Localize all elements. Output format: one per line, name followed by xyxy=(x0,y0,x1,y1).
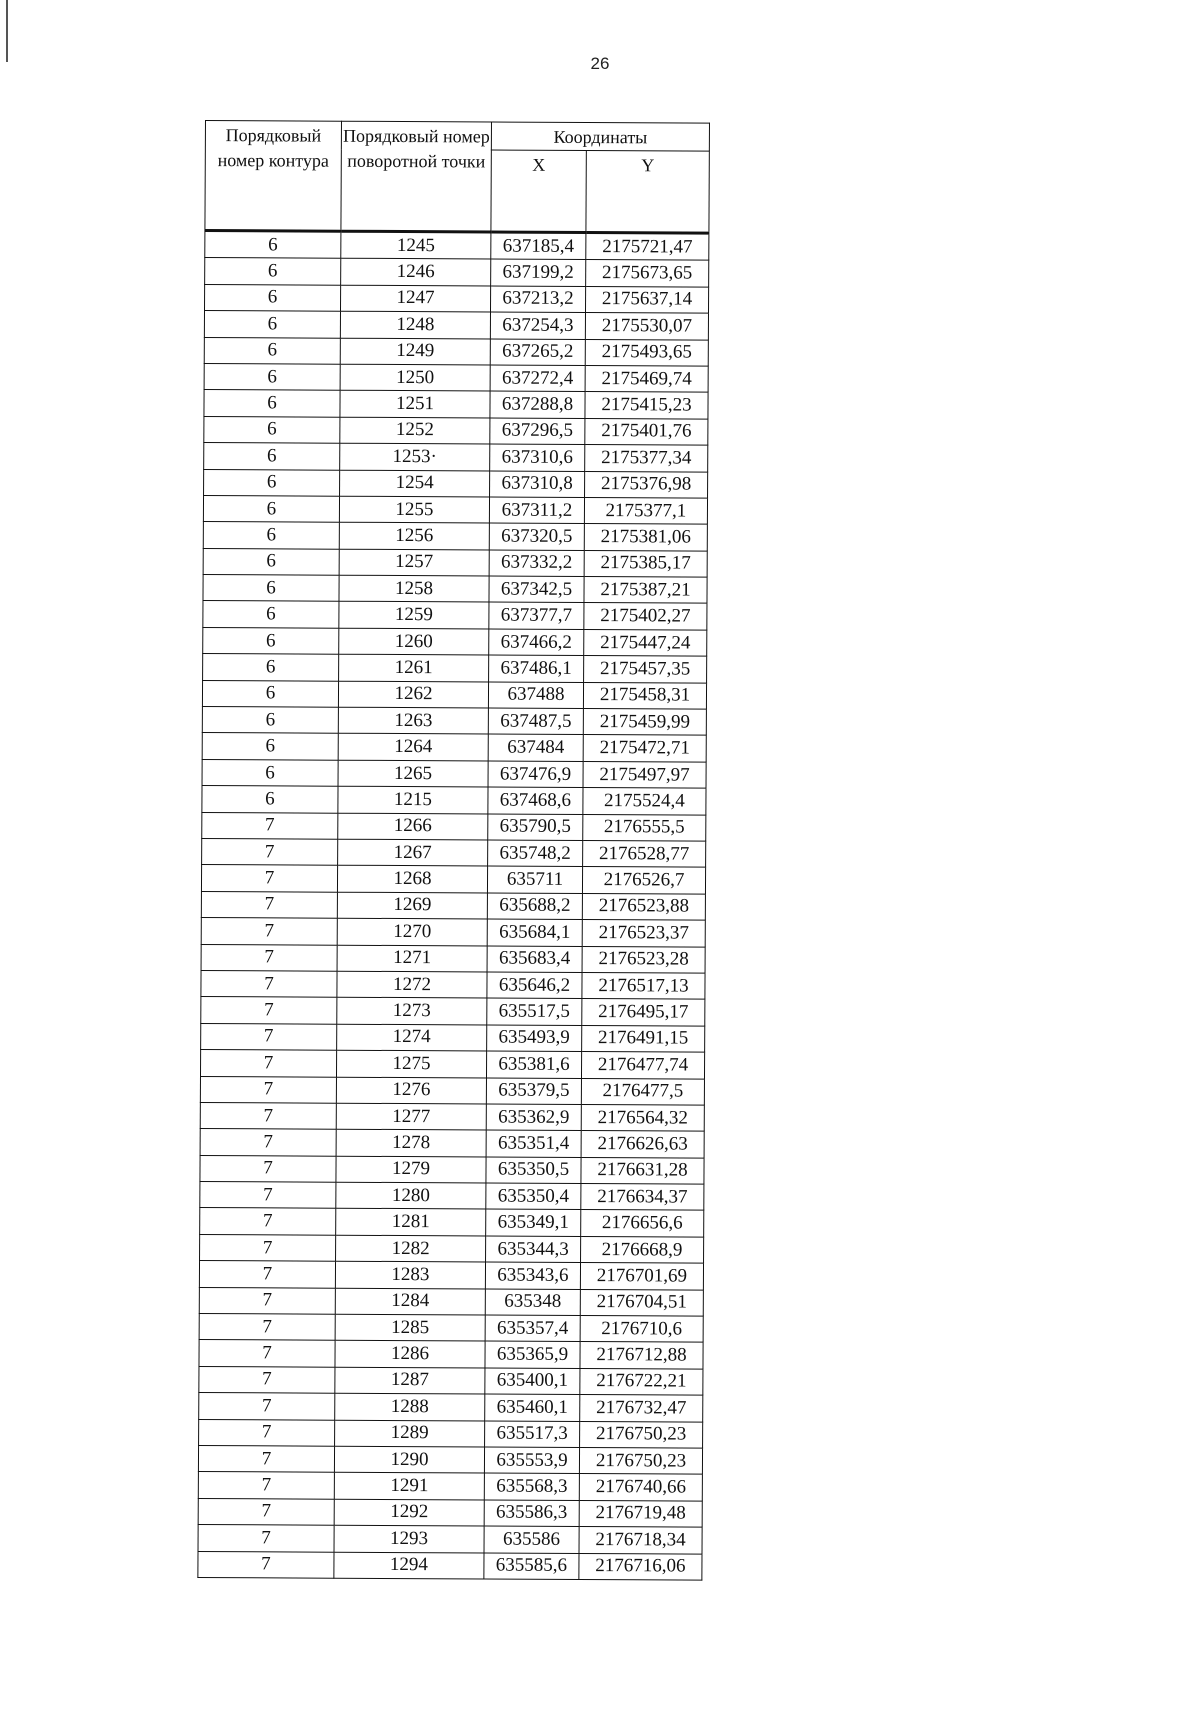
cell-x: 635586,3 xyxy=(484,1500,579,1527)
cell-x: 635365,9 xyxy=(485,1341,580,1368)
cell-y: 2176732,47 xyxy=(580,1395,703,1422)
table-row xyxy=(204,469,708,498)
cell-contour-number: 6 xyxy=(203,601,339,628)
table-row xyxy=(205,284,709,313)
cell-x: 635684,1 xyxy=(487,919,582,946)
cell-point-number: 1254 xyxy=(340,470,490,497)
table-row xyxy=(198,1445,702,1474)
cell-contour-number: 6 xyxy=(204,469,340,496)
cell-y: 2176750,23 xyxy=(580,1421,703,1448)
cell-x: 637311,2 xyxy=(489,497,584,524)
cell-y: 2176722,21 xyxy=(580,1368,703,1395)
cell-x: 637377,7 xyxy=(489,602,584,629)
cell-point-number: 1269 xyxy=(337,892,487,919)
cell-contour-number: 7 xyxy=(199,1366,335,1393)
cell-x: 637296,5 xyxy=(490,418,585,445)
cell-contour-number: 6 xyxy=(204,337,340,364)
cell-x: 635517,5 xyxy=(487,998,582,1025)
table-row xyxy=(202,786,706,815)
cell-point-number: 1286 xyxy=(335,1341,485,1368)
table-row xyxy=(200,1102,704,1131)
table-body xyxy=(198,231,709,1581)
cell-y: 2176656,6 xyxy=(581,1210,704,1237)
cell-y: 2176631,28 xyxy=(581,1157,704,1184)
cell-contour-number: 6 xyxy=(203,654,339,681)
cell-contour-number: 7 xyxy=(200,1208,336,1235)
cell-y: 2176710,6 xyxy=(580,1315,703,1342)
cell-point-number: 1292 xyxy=(334,1499,484,1526)
cell-contour-number: 6 xyxy=(204,311,340,338)
cell-x: 637199,2 xyxy=(491,259,586,286)
cell-point-number: 1281 xyxy=(336,1209,486,1236)
cell-x: 635344,3 xyxy=(486,1236,581,1263)
cell-y: 2176491,15 xyxy=(582,1025,705,1052)
table-row xyxy=(205,231,709,261)
table-row xyxy=(203,601,707,630)
cell-contour-number: 6 xyxy=(203,548,339,575)
cell-x: 637265,2 xyxy=(490,339,585,366)
cell-point-number: 1291 xyxy=(334,1473,484,1500)
table-row xyxy=(200,1155,704,1184)
table-row xyxy=(200,1234,704,1263)
cell-contour-number: 7 xyxy=(199,1261,335,1288)
cell-contour-number: 7 xyxy=(202,838,338,865)
cell-y: 2175401,76 xyxy=(585,418,708,445)
cell-point-number: 1259 xyxy=(339,602,489,629)
cell-x: 637254,3 xyxy=(490,312,585,339)
table-row xyxy=(205,258,709,287)
cell-y: 2176523,28 xyxy=(582,946,705,973)
table-row xyxy=(199,1393,703,1422)
table-row xyxy=(204,337,708,366)
cell-x: 637487,5 xyxy=(488,708,583,735)
cell-y: 2176528,77 xyxy=(583,840,706,867)
cell-contour-number: 6 xyxy=(202,733,338,760)
cell-point-number: 1282 xyxy=(336,1235,486,1262)
cell-point-number: 1277 xyxy=(336,1103,486,1130)
cell-contour-number: 7 xyxy=(199,1314,335,1341)
cell-y: 2176634,37 xyxy=(581,1184,704,1211)
cell-point-number: 1258 xyxy=(339,575,489,602)
cell-point-number: 1279 xyxy=(336,1156,486,1183)
cell-contour-number: 7 xyxy=(201,1023,337,1050)
table-row xyxy=(201,1023,705,1052)
cell-x: 637486,1 xyxy=(489,655,584,682)
cell-x: 635343,6 xyxy=(485,1262,580,1289)
cell-contour-number: 7 xyxy=(202,812,338,839)
cell-y: 2175637,14 xyxy=(585,286,708,313)
table-row xyxy=(204,311,708,340)
cell-y: 2175457,35 xyxy=(584,656,707,683)
cell-point-number: 1255 xyxy=(339,496,489,523)
cell-contour-number: 7 xyxy=(201,865,337,892)
cell-point-number: 1271 xyxy=(337,945,487,972)
cell-y: 2176740,66 xyxy=(579,1474,702,1501)
cell-contour-number: 7 xyxy=(200,1155,336,1182)
cell-y: 2176495,17 xyxy=(582,999,705,1026)
cell-point-number: 1250 xyxy=(340,364,490,391)
header-coordinates: Координаты xyxy=(491,122,709,151)
cell-x: 637342,5 xyxy=(489,576,584,603)
cell-y: 2175497,97 xyxy=(583,761,706,788)
cell-point-number: 1288 xyxy=(335,1393,485,1420)
cell-y: 2175377,34 xyxy=(585,445,708,472)
cell-x: 637288,8 xyxy=(490,391,585,418)
cell-point-number: 1256 xyxy=(339,523,489,550)
table-row xyxy=(204,443,708,472)
cell-contour-number: 7 xyxy=(199,1419,335,1446)
table-row xyxy=(204,416,708,445)
table-row xyxy=(203,654,707,683)
cell-y: 2176701,69 xyxy=(580,1263,703,1290)
cell-point-number: 1249 xyxy=(340,338,490,365)
cell-point-number: 1274 xyxy=(337,1024,487,1051)
cell-point-number: 1215 xyxy=(338,786,488,813)
cell-contour-number: 6 xyxy=(205,258,341,285)
cell-point-number: 1280 xyxy=(336,1182,486,1209)
header-contour-number: Порядковый номер контура xyxy=(205,121,342,232)
table-row xyxy=(198,1551,702,1580)
cell-x: 635357,4 xyxy=(485,1315,580,1342)
cell-y: 2176555,5 xyxy=(583,814,706,841)
cell-y: 2175387,21 xyxy=(584,577,707,604)
cell-y: 2175376,98 xyxy=(585,471,708,498)
cell-y: 2176704,51 xyxy=(580,1289,703,1316)
cell-point-number: 1266 xyxy=(338,813,488,840)
cell-contour-number: 7 xyxy=(200,1182,336,1209)
table-row xyxy=(200,1129,704,1158)
cell-x: 635493,9 xyxy=(487,1025,582,1052)
cell-contour-number: 7 xyxy=(200,1076,336,1103)
cell-y: 2175415,23 xyxy=(585,392,708,419)
cell-point-number: 1290 xyxy=(334,1446,484,1473)
table-row xyxy=(204,363,708,392)
cell-contour-number: 6 xyxy=(202,680,338,707)
header-point-number: Порядковый номер поворотной точки xyxy=(341,121,492,232)
cell-x: 637185,4 xyxy=(491,232,586,260)
cell-point-number: 1247 xyxy=(340,285,490,312)
cell-x: 635350,5 xyxy=(486,1157,581,1184)
cell-x: 635688,2 xyxy=(487,893,582,920)
cell-y: 2176719,48 xyxy=(579,1500,702,1527)
cell-point-number: 1245 xyxy=(341,231,491,259)
cell-x: 637310,8 xyxy=(490,471,585,498)
cell-contour-number: 6 xyxy=(205,284,341,311)
cell-y: 2176477,74 xyxy=(581,1052,704,1079)
cell-contour-number: 6 xyxy=(202,786,338,813)
cell-x: 635683,4 xyxy=(487,946,582,973)
cell-x: 635351,4 xyxy=(486,1130,581,1157)
cell-point-number: 1261 xyxy=(339,654,489,681)
cell-x: 635460,1 xyxy=(485,1394,580,1421)
cell-contour-number: 6 xyxy=(202,707,338,734)
table-row xyxy=(198,1525,702,1554)
table-row xyxy=(199,1419,703,1448)
table-row xyxy=(201,865,705,894)
cell-point-number: 1284 xyxy=(335,1288,485,1315)
cell-point-number: 1260 xyxy=(339,628,489,655)
table-row xyxy=(202,812,706,841)
table-row xyxy=(202,733,706,762)
cell-point-number: 1293 xyxy=(334,1525,484,1552)
cell-x: 635790,5 xyxy=(488,814,583,841)
table-row xyxy=(203,627,707,656)
cell-x: 637320,5 xyxy=(489,523,584,550)
table-row xyxy=(201,944,705,973)
table-row xyxy=(201,918,705,947)
cell-x: 637332,2 xyxy=(489,550,584,577)
cell-point-number: 1276 xyxy=(336,1077,486,1104)
cell-y: 2176712,88 xyxy=(580,1342,703,1369)
cell-point-number: 1265 xyxy=(338,760,488,787)
cell-contour-number: 7 xyxy=(200,1234,336,1261)
table-row xyxy=(199,1366,703,1395)
cell-y: 2175385,17 xyxy=(584,550,707,577)
cell-y: 2175673,65 xyxy=(586,260,709,287)
cell-contour-number: 6 xyxy=(203,627,339,654)
table-row xyxy=(200,1076,704,1105)
cell-contour-number: 7 xyxy=(199,1287,335,1314)
cell-x: 635348 xyxy=(485,1289,580,1316)
cell-y: 2175447,24 xyxy=(584,629,707,656)
cell-x: 635349,1 xyxy=(486,1209,581,1236)
cell-x: 635711 xyxy=(487,866,582,893)
cell-point-number: 1251 xyxy=(340,391,490,418)
cell-y: 2176668,9 xyxy=(581,1236,704,1263)
cell-y: 2175472,71 xyxy=(583,735,706,762)
cell-contour-number: 6 xyxy=(203,495,339,522)
cell-x: 637488 xyxy=(488,682,583,709)
table-row xyxy=(201,997,705,1026)
table-row xyxy=(201,891,705,920)
table-row xyxy=(203,548,707,577)
cell-contour-number: 7 xyxy=(201,997,337,1024)
cell-point-number: 1272 xyxy=(337,971,487,998)
cell-x: 637310,6 xyxy=(490,444,585,471)
table-row xyxy=(198,1498,702,1527)
table-row xyxy=(203,495,707,524)
cell-contour-number: 6 xyxy=(203,522,339,549)
cell-y: 2176716,06 xyxy=(579,1553,702,1580)
cell-point-number: 1273 xyxy=(337,998,487,1025)
cell-x: 635517,3 xyxy=(485,1421,580,1448)
cell-point-number: 1253· xyxy=(340,443,490,470)
header-x: X xyxy=(491,150,586,232)
cell-y: 2175493,65 xyxy=(585,339,708,366)
cell-y: 2175402,27 xyxy=(584,603,707,630)
cell-x: 635585,6 xyxy=(484,1553,579,1580)
cell-x: 635553,9 xyxy=(484,1447,579,1474)
cell-contour-number: 7 xyxy=(201,918,337,945)
cell-point-number: 1252 xyxy=(340,417,490,444)
cell-point-number: 1294 xyxy=(334,1552,484,1579)
table-row xyxy=(203,522,707,551)
cell-y: 2176526,7 xyxy=(582,867,705,894)
cell-point-number: 1289 xyxy=(335,1420,485,1447)
cell-point-number: 1278 xyxy=(336,1129,486,1156)
cell-contour-number: 6 xyxy=(203,575,339,602)
cell-contour-number: 6 xyxy=(204,390,340,417)
cell-y: 2176477,5 xyxy=(581,1078,704,1105)
cell-y: 2175721,47 xyxy=(586,232,709,260)
cell-point-number: 1263 xyxy=(338,707,488,734)
cell-y: 2175381,06 xyxy=(584,524,707,551)
cell-contour-number: 7 xyxy=(198,1525,334,1552)
cell-x: 635362,9 xyxy=(486,1104,581,1131)
coordinates-table xyxy=(197,120,710,1581)
cell-y: 2176517,13 xyxy=(582,972,705,999)
cell-contour-number: 7 xyxy=(201,944,337,971)
header-y: Y xyxy=(586,150,709,233)
cell-contour-number: 6 xyxy=(204,416,340,443)
cell-point-number: 1275 xyxy=(336,1050,486,1077)
cell-point-number: 1248 xyxy=(340,311,490,338)
table-row xyxy=(200,1208,704,1237)
cell-x: 635381,6 xyxy=(486,1051,581,1078)
cell-contour-number: 7 xyxy=(201,891,337,918)
cell-x: 637466,2 xyxy=(489,629,584,656)
cell-y: 2176750,23 xyxy=(579,1447,702,1474)
cell-y: 2175459,99 xyxy=(583,709,706,736)
cell-x: 635646,2 xyxy=(487,972,582,999)
cell-contour-number: 7 xyxy=(201,970,337,997)
cell-contour-number: 7 xyxy=(198,1445,334,1472)
cell-y: 2176718,34 xyxy=(579,1527,702,1554)
table-row xyxy=(199,1314,703,1343)
cell-contour-number: 6 xyxy=(202,759,338,786)
cell-x: 635379,5 xyxy=(486,1077,581,1104)
table-row xyxy=(202,680,706,709)
cell-contour-number: 7 xyxy=(198,1472,334,1499)
cell-point-number: 1285 xyxy=(335,1314,485,1341)
cell-point-number: 1287 xyxy=(335,1367,485,1394)
cell-x: 635350,4 xyxy=(486,1183,581,1210)
cell-point-number: 1268 xyxy=(337,866,487,893)
cell-x: 635568,3 xyxy=(484,1473,579,1500)
cell-contour-number: 6 xyxy=(204,443,340,470)
table-row xyxy=(204,390,708,419)
cell-y: 2176523,88 xyxy=(582,893,705,920)
table-row xyxy=(200,1182,704,1211)
cell-point-number: 1264 xyxy=(338,734,488,761)
cell-x: 637272,4 xyxy=(490,365,585,392)
page-number: 26 xyxy=(590,54,610,73)
cell-point-number: 1246 xyxy=(341,259,491,286)
cell-x: 635586 xyxy=(484,1526,579,1553)
cell-x: 637484 xyxy=(488,734,583,761)
cell-contour-number: 7 xyxy=(199,1393,335,1420)
cell-x: 637476,9 xyxy=(488,761,583,788)
cell-point-number: 1283 xyxy=(335,1261,485,1288)
cell-y: 2176564,32 xyxy=(581,1104,704,1131)
cell-point-number: 1257 xyxy=(339,549,489,576)
cell-contour-number: 7 xyxy=(200,1050,336,1077)
cell-y: 2176523,37 xyxy=(582,920,705,947)
cell-contour-number: 6 xyxy=(205,231,341,259)
table-row xyxy=(202,759,706,788)
cell-x: 637468,6 xyxy=(488,787,583,814)
cell-x: 637213,2 xyxy=(490,286,585,313)
cell-contour-number: 7 xyxy=(198,1498,334,1525)
cell-contour-number: 7 xyxy=(198,1551,334,1578)
cell-point-number: 1262 xyxy=(338,681,488,708)
table-row xyxy=(199,1287,703,1316)
scan-edge-mark xyxy=(6,0,8,62)
cell-y: 2175458,31 xyxy=(583,682,706,709)
cell-x: 635400,1 xyxy=(485,1368,580,1395)
cell-point-number: 1267 xyxy=(338,839,488,866)
table-row xyxy=(201,970,705,999)
cell-contour-number: 7 xyxy=(199,1340,335,1367)
table-row xyxy=(200,1050,704,1079)
cell-contour-number: 7 xyxy=(200,1129,336,1156)
cell-contour-number: 7 xyxy=(200,1102,336,1129)
cell-point-number: 1270 xyxy=(337,918,487,945)
cell-y: 2175377,1 xyxy=(584,497,707,524)
table-row xyxy=(203,575,707,604)
table-row xyxy=(198,1472,702,1501)
cell-y: 2176626,63 xyxy=(581,1131,704,1158)
cell-y: 2175524,4 xyxy=(583,788,706,815)
table-row xyxy=(199,1340,703,1369)
table-row xyxy=(202,707,706,736)
table-row xyxy=(202,838,706,867)
cell-y: 2175469,74 xyxy=(585,365,708,392)
cell-contour-number: 6 xyxy=(204,363,340,390)
cell-x: 635748,2 xyxy=(488,840,583,867)
cell-y: 2175530,07 xyxy=(585,313,708,340)
table-row xyxy=(199,1261,703,1290)
